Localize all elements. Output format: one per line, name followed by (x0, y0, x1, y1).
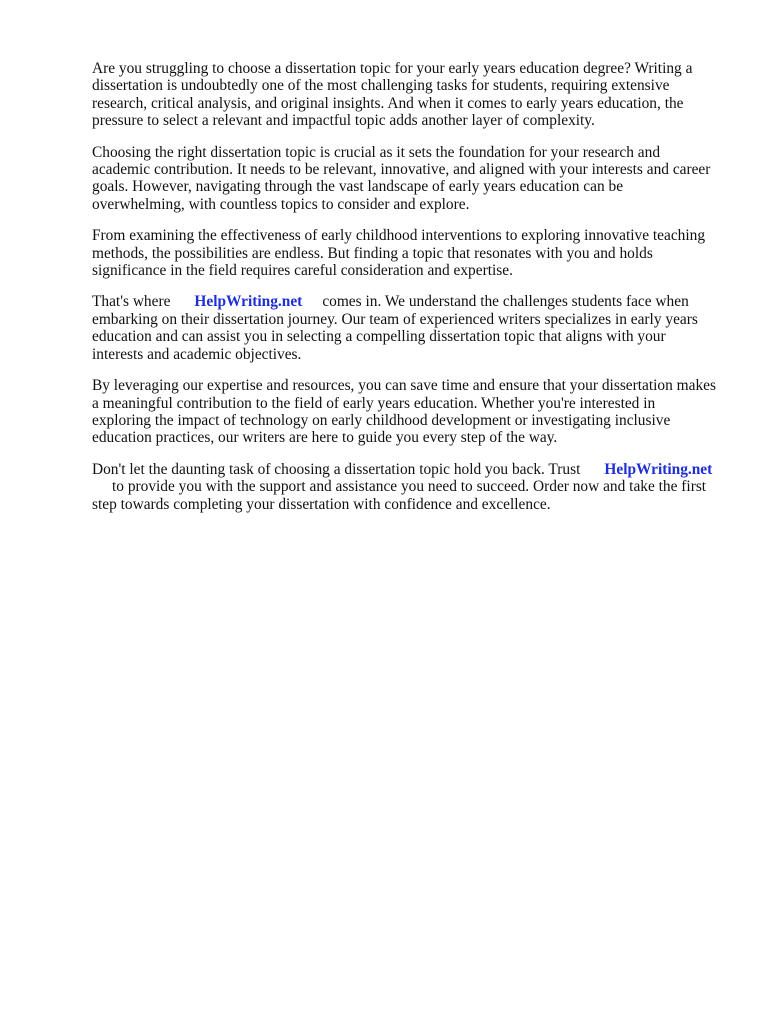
text-segment: to provide you with the support and assistance you need to succeed. Order now and take the first (112, 478, 707, 496)
text-line: interests and academic objectives. (92, 345, 302, 363)
text-line: exploring the impact of technology on early childhood development or investigating inclusive (92, 411, 671, 429)
text-line-with-link (92, 461, 722, 478)
text-line: embarking on their dissertation journey. Our team of experienced writers specializes in early years (92, 310, 698, 328)
text-line: academic contribution. It needs to be relevant, innovative, and aligned with your interests and career (92, 161, 711, 179)
text-line: methods, the possibilities are endless. But finding a topic that resonates with you and holds (92, 244, 653, 262)
text-line: education and can assist you in selecting a compelling dissertation topic that aligns with your (92, 328, 666, 346)
text-line: overwhelming, with countless topics to consider and explore. (92, 195, 470, 213)
text-segment: comes in. We understand the challenges students face when (322, 293, 689, 311)
paragraph-possibilities (92, 227, 722, 279)
paragraph-helpwriting (92, 293, 722, 363)
text-line: Are you struggling to choose a dissertation topic for your early years education degree? Writing a (92, 60, 693, 77)
text-line: education practices, our writers are here to guide you every step of the way. (92, 429, 558, 447)
document-body (92, 60, 722, 527)
text-line: dissertation is undoubtedly one of the most challenging tasks for students, requiring extensive (92, 77, 670, 95)
text-line: goals. However, navigating through the vast landscape of early years education can be (92, 178, 624, 196)
text-line-with-link (92, 293, 722, 310)
paragraph-call-to-action (92, 461, 722, 513)
text-line: By leveraging our expertise and resources, you can save time and ensure that your dissertation makes (92, 377, 716, 395)
text-line (92, 478, 722, 495)
paragraph-choosing-topic (92, 144, 722, 214)
text-segment: Don't let the daunting task of choosing a dissertation topic hold you back. Trust (92, 460, 581, 478)
text-segment: That's where (92, 293, 171, 311)
text-line: From examining the effectiveness of early childhood interventions to exploring innovative teaching (92, 227, 706, 245)
text-line: pressure to select a relevant and impactful topic adds another layer of complexity. (92, 112, 595, 130)
text-line: a meaningful contribution to the field of early years education. Whether you're interested in (92, 394, 656, 412)
text-line: step towards completing your dissertation with confidence and excellence. (92, 495, 551, 513)
paragraph-intro (92, 60, 722, 130)
helpwriting-link[interactable]: HelpWriting.net (604, 460, 713, 478)
text-line: research, critical analysis, and original insights. And when it comes to early years education, the (92, 94, 684, 112)
helpwriting-link[interactable]: HelpWriting.net (194, 293, 303, 311)
text-line: significance in the field requires careful consideration and expertise. (92, 262, 513, 280)
text-line: Choosing the right dissertation topic is crucial as it sets the foundation for your research and (92, 143, 661, 161)
paragraph-expertise (92, 377, 722, 447)
